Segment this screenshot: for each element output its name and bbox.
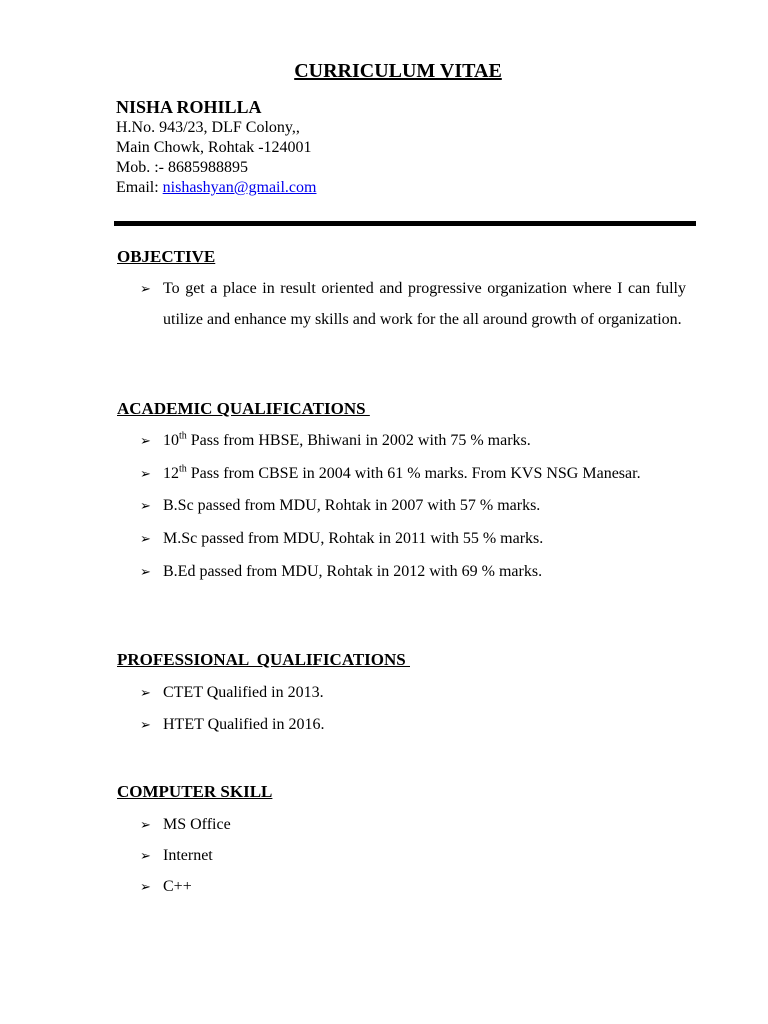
objective-list xyxy=(140,273,686,335)
professional-heading: PROFESSIONAL QUALIFICATIONS xyxy=(117,650,410,669)
academic-item-text: M.Sc passed from MDU, Rohtak in 2011 with 55 % marks. xyxy=(163,530,544,547)
arrow-bullet-icon: ➢ xyxy=(140,466,151,481)
computer-skill-list xyxy=(140,809,231,902)
objective-text: To get a place in result oriented and progressive organization where I can fully utilize and enhance my skills and work for the all around growth of organization. xyxy=(163,280,686,328)
skill-item xyxy=(140,840,231,871)
email-label: Email: xyxy=(116,179,163,196)
document-title: CURRICULUM VITAE xyxy=(294,60,502,82)
ordinal-suffix: th xyxy=(179,430,187,442)
academic-heading: ACADEMIC QUALIFICATIONS xyxy=(117,399,370,418)
academic-item xyxy=(140,556,686,587)
email-line xyxy=(116,178,316,198)
ordinal-suffix: th xyxy=(179,463,187,475)
address-line-1: H.No. 943/23, DLF Colony,, xyxy=(116,119,300,136)
academic-item-text: B.Ed passed from MDU, Rohtak in 2012 with 69 % marks. xyxy=(163,563,543,580)
arrow-bullet-icon: ➢ xyxy=(140,817,151,832)
academic-item xyxy=(140,458,686,489)
contact-block xyxy=(116,96,316,198)
professional-list xyxy=(140,677,324,740)
professional-item xyxy=(140,677,324,708)
academic-item xyxy=(140,425,686,456)
academic-item-text: B.Sc passed from MDU, Rohtak in 2007 with 57 % marks. xyxy=(163,497,541,514)
objective-heading: OBJECTIVE xyxy=(117,247,216,266)
skill-item-text: C++ xyxy=(163,878,192,895)
professional-item-text: CTET Qualified in 2013. xyxy=(163,684,324,701)
skill-item xyxy=(140,809,231,840)
skill-item-text: Internet xyxy=(163,847,213,864)
academic-item-text: Pass from CBSE in 2004 with 61 % marks. From KVS NSG Manesar. xyxy=(186,465,641,482)
skill-item-text: MS Office xyxy=(163,816,231,833)
header-divider xyxy=(114,221,696,226)
computer-heading: COMPUTER SKILL xyxy=(117,782,273,801)
professional-item xyxy=(140,709,324,740)
arrow-bullet-icon: ➢ xyxy=(140,498,151,513)
academic-item-text: Pass from HBSE, Bhiwani in 2002 with 75 % marks. xyxy=(186,432,531,449)
mobile-number: Mob. :- 8685988895 xyxy=(116,159,248,176)
objective-item xyxy=(140,273,686,335)
address-line-2: Main Chowk, Rohtak -124001 xyxy=(116,139,312,156)
academic-item xyxy=(140,490,686,521)
candidate-name: NISHA ROHILLA xyxy=(116,97,262,117)
arrow-bullet-icon: ➢ xyxy=(140,717,151,732)
academic-item-num: 10 xyxy=(163,432,179,449)
academic-list xyxy=(140,425,686,587)
arrow-bullet-icon: ➢ xyxy=(140,531,151,546)
email-link[interactable]: nishashyan@gmail.com xyxy=(162,179,317,196)
arrow-bullet-icon: ➢ xyxy=(140,685,151,700)
academic-item-num: 12 xyxy=(163,465,179,482)
academic-item xyxy=(140,523,686,554)
arrow-bullet-icon: ➢ xyxy=(140,879,151,894)
arrow-bullet-icon: ➢ xyxy=(140,433,151,448)
skill-item xyxy=(140,871,231,902)
professional-item-text: HTET Qualified in 2016. xyxy=(163,716,325,733)
arrow-bullet-icon: ➢ xyxy=(140,281,151,296)
arrow-bullet-icon: ➢ xyxy=(140,848,151,863)
arrow-bullet-icon: ➢ xyxy=(140,564,151,579)
